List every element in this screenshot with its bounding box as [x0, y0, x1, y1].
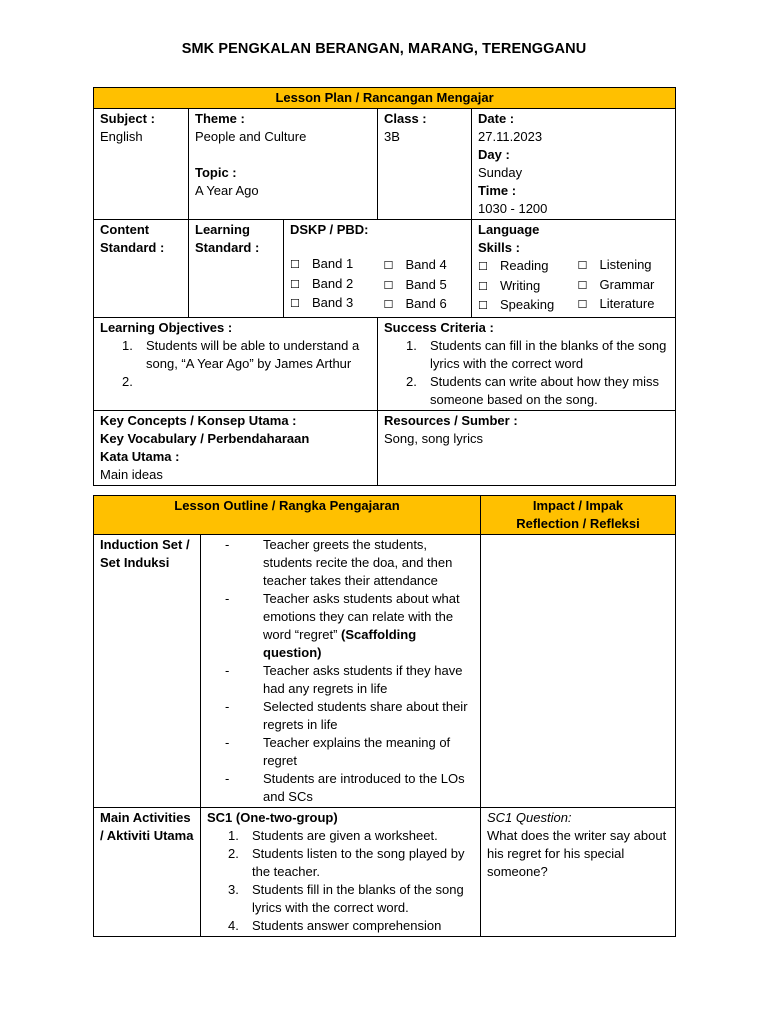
- dash-bullet: -: [225, 699, 230, 714]
- class-cell: [378, 109, 472, 220]
- time-value: 1030 - 1200: [478, 201, 548, 216]
- band-label: Band 1: [312, 256, 354, 271]
- induction-step: [225, 662, 474, 698]
- checkbox-icon[interactable]: ☐: [290, 298, 300, 310]
- dskp-cell: [284, 220, 378, 318]
- impact-header: Impact / Impak Reflection / Refleksi: [481, 496, 676, 535]
- step-text: Teacher asks students if they have had any regrets in life: [263, 663, 463, 696]
- subject-value: English: [100, 129, 143, 144]
- sc1-question-label: SC1 Question:: [487, 810, 572, 825]
- date-value: 27.11.2023: [478, 129, 543, 144]
- skill-label: Listening: [599, 257, 652, 272]
- success-criteria-label: Success Criteria :: [384, 319, 494, 335]
- step-text: Selected students share about their regrets in life: [263, 699, 468, 732]
- lesson-plan-table: [93, 87, 676, 486]
- checkbox-icon[interactable]: ☐: [290, 278, 300, 291]
- step-text: Students are given a worksheet.: [252, 828, 438, 843]
- skill-label: Reading: [500, 258, 549, 273]
- topic-label: Topic :: [195, 165, 237, 180]
- checkbox-icon[interactable]: ☐: [577, 279, 588, 292]
- class-label: Class :: [384, 111, 427, 126]
- resources-cell: [378, 410, 676, 485]
- step-text: Students fill in the blanks of the song lyrics with the correct word.: [252, 882, 464, 915]
- dash-bullet: -: [225, 537, 230, 552]
- band-label: Band 6: [405, 296, 447, 311]
- success-criteria-cell: [378, 317, 676, 410]
- checkbox-icon[interactable]: ☐: [478, 300, 488, 312]
- skill-literature-option[interactable]: [578, 295, 670, 315]
- learning-standard-cell: [189, 220, 284, 318]
- band-label: Band 3: [312, 295, 354, 310]
- objective-number: 2.: [122, 373, 133, 389]
- induction-steps-cell: [201, 535, 481, 808]
- main-activities-impact-cell: [481, 808, 676, 937]
- objective-item: [122, 373, 371, 391]
- induction-step: [225, 590, 474, 662]
- band-label: Band 5: [405, 276, 447, 292]
- resources-label: Resources / Sumber :: [384, 412, 518, 428]
- skill-label: Grammar: [599, 276, 655, 292]
- band-2-option[interactable]: [290, 275, 372, 295]
- checkbox-icon[interactable]: ☐: [383, 260, 394, 272]
- key-concepts-cell: [94, 410, 378, 485]
- band-6-option[interactable]: [384, 295, 466, 315]
- step-text: Teacher explains the meaning of regret: [263, 735, 451, 768]
- band-label: Band 2: [312, 275, 354, 291]
- sc1-step: [228, 881, 474, 917]
- key-concepts-label: Key Concepts / Konsep Utama :: [100, 412, 297, 428]
- skill-listening-option[interactable]: [578, 256, 670, 276]
- skill-label: Speaking: [500, 297, 555, 312]
- step-number: 1.: [228, 828, 239, 843]
- day-label: Day :: [478, 147, 510, 162]
- induction-step: [225, 536, 474, 590]
- sc1-step: [228, 917, 474, 935]
- language-skills-cell: [472, 220, 572, 318]
- checkbox-icon[interactable]: ☐: [383, 299, 394, 311]
- dash-bullet: -: [225, 663, 230, 678]
- step-text: Students are introduced to the LOs and SCs: [263, 771, 465, 804]
- lesson-plan-header: Lesson Plan / Rancangan Mengajar: [94, 88, 676, 109]
- date-label: Date :: [478, 111, 515, 126]
- step-emphasis: (Scaffolding question): [263, 627, 417, 660]
- skill-label: Writing: [500, 277, 541, 293]
- theme-cell: [189, 109, 378, 220]
- skill-writing-option[interactable]: [478, 277, 566, 297]
- step-text: Students listen to the song played by the teacher.: [252, 846, 465, 879]
- lesson-outline-table: [93, 495, 676, 937]
- dash-bullet: -: [225, 771, 230, 786]
- band-4-option[interactable]: [384, 256, 466, 276]
- induction-impact-cell: [481, 535, 676, 808]
- content-standard-label: Content Standard :: [100, 222, 165, 255]
- main-activities-label-cell: [94, 808, 201, 937]
- criteria-number: 2.: [406, 373, 417, 389]
- objective-text: Students will be able to understand a song, “A Year Ago” by James Arthur: [146, 337, 360, 371]
- criteria-item: [406, 337, 669, 373]
- skill-label: Literature: [599, 296, 655, 311]
- subject-label: Subject :: [100, 111, 155, 126]
- induction-step: [225, 734, 474, 770]
- resources-value: Song, song lyrics: [384, 430, 483, 446]
- class-value: 3B: [384, 129, 400, 144]
- learning-objectives-cell: [94, 317, 378, 410]
- induction-label-cell: [94, 535, 201, 808]
- main-activities-cell: [201, 808, 481, 937]
- school-title: SMK PENGKALAN BERANGAN, MARANG, TERENGGANU: [181, 41, 587, 57]
- language-skills-label: Language Skills :: [478, 222, 540, 255]
- key-vocab-label: Key Vocabulary / Perbendaharaan Kata Utama :: [100, 430, 310, 464]
- sc1-question: What does the writer say about his regret for his special someone?: [487, 828, 667, 879]
- band-5-option[interactable]: [384, 276, 466, 296]
- main-activities-label: Main Activities / Aktiviti Utama: [100, 810, 194, 843]
- day-value: Sunday: [478, 165, 523, 180]
- criteria-text: Students can write about how they miss someone based on the song.: [430, 373, 660, 407]
- content-standard-cell: [94, 220, 189, 318]
- band-1-option[interactable]: [290, 255, 372, 275]
- theme-value: People and Culture: [195, 129, 307, 144]
- sc1-step: [228, 827, 474, 845]
- dash-bullet: -: [225, 735, 230, 750]
- bands-b-cell: [378, 220, 472, 318]
- checkbox-icon[interactable]: ☐: [577, 299, 588, 311]
- learning-objectives-label: Learning Objectives :: [100, 319, 233, 335]
- skills-b-cell: [572, 220, 676, 318]
- step-number: 4.: [228, 918, 239, 933]
- step-text: Teacher asks students about what emotions they can relate with the word “regret”: [263, 591, 460, 642]
- criteria-item: [406, 373, 669, 409]
- date-cell: [472, 109, 676, 220]
- time-label: Time :: [478, 183, 517, 198]
- key-vocab-value: Main ideas: [100, 466, 163, 482]
- criteria-number: 1.: [406, 337, 417, 353]
- checkbox-icon[interactable]: ☐: [478, 280, 488, 293]
- band-3-option[interactable]: [290, 294, 372, 314]
- induction-step: [225, 698, 474, 734]
- step-number: 2.: [228, 846, 239, 861]
- dash-bullet: -: [225, 591, 230, 606]
- theme-label: Theme :: [195, 111, 245, 126]
- skill-speaking-option[interactable]: [478, 296, 566, 316]
- sc1-step: [228, 845, 474, 881]
- dskp-label: DSKP / PBD:: [290, 222, 369, 237]
- checkbox-icon[interactable]: ☐: [383, 279, 394, 292]
- topic-value: A Year Ago: [195, 183, 259, 198]
- subject-cell: [94, 109, 189, 220]
- sc1-title: SC1 (One-two-group): [207, 810, 338, 825]
- checkbox-icon[interactable]: ☐: [577, 260, 588, 272]
- objective-item: [122, 337, 371, 373]
- induction-step: [225, 770, 474, 806]
- checkbox-icon[interactable]: ☐: [290, 259, 300, 271]
- lesson-outline-header: Lesson Outline / Rangka Pengajaran: [94, 496, 481, 535]
- skill-reading-option[interactable]: [478, 257, 566, 277]
- step-number: 3.: [228, 882, 239, 897]
- band-label: Band 4: [405, 257, 447, 272]
- skill-grammar-option[interactable]: [578, 276, 670, 296]
- step-text: Students answer comprehension: [252, 918, 442, 933]
- induction-label: Induction Set / Set Induksi: [100, 537, 190, 570]
- objective-number: 1.: [122, 337, 133, 353]
- checkbox-icon[interactable]: ☐: [478, 261, 488, 273]
- step-text: Teacher greets the students, students recite the doa, and then teacher takes their attendance: [263, 537, 453, 588]
- learning-standard-label: Learning Standard :: [195, 222, 260, 255]
- criteria-text: Students can fill in the blanks of the song lyrics with the correct word: [430, 337, 667, 371]
